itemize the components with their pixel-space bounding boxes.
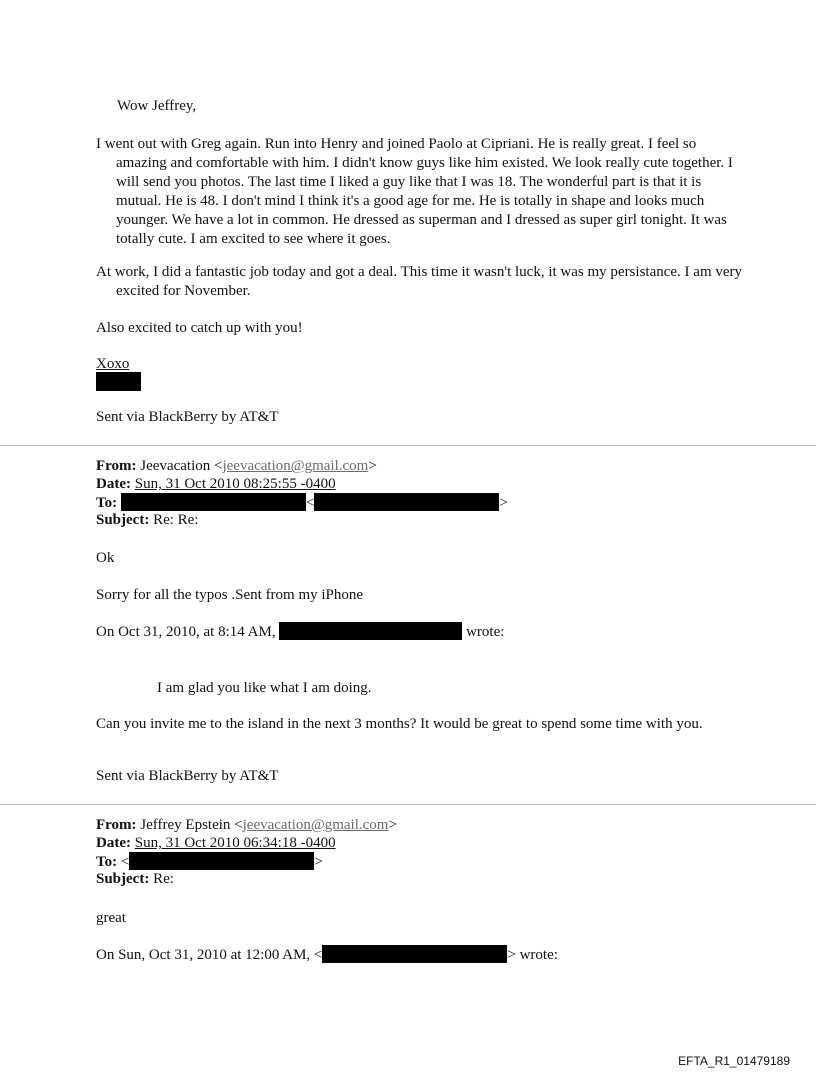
redaction-bar: [314, 493, 499, 511]
divider: [0, 804, 816, 805]
to-open: <: [305, 495, 315, 511]
subject-value: Re:: [153, 871, 174, 887]
from-email-link[interactable]: jeevacation@gmail.com: [222, 458, 369, 474]
header-date: [96, 834, 336, 853]
quote-post: > wrote:: [507, 947, 558, 963]
quote-post: wrote:: [466, 624, 505, 640]
from-label: From:: [96, 817, 137, 833]
date-label: Date:: [96, 835, 131, 851]
divider: [0, 445, 816, 446]
quote-pre: On Sun, Oct 31, 2010 at 12:00 AM, <: [96, 947, 323, 963]
subject-label: Subject:: [96, 871, 150, 887]
to-close: >: [499, 495, 508, 511]
document-id: EFTA_R1_01479189: [678, 1054, 790, 1068]
greeting: Wow Jeffrey,: [117, 98, 197, 114]
header-to: [96, 852, 323, 872]
header-from: [96, 816, 397, 835]
date-value: Sun, 31 Oct 2010 08:25:55 -0400: [134, 476, 336, 492]
quote-pre: On Oct 31, 2010, at 8:14 AM,: [96, 624, 276, 640]
from-email-link[interactable]: jeevacation@gmail.com: [242, 817, 389, 833]
quoted-line-1: I am glad you like what I am doing.: [157, 680, 372, 696]
from-name: Jeevacation <: [140, 458, 223, 474]
to-open: <: [120, 854, 130, 870]
sent-via: Sent via BlackBerry by AT&T: [96, 409, 279, 425]
redaction-bar: [121, 493, 306, 511]
signoff: Xoxo: [96, 356, 130, 372]
redaction-bar: [279, 622, 462, 640]
from-close: >: [368, 458, 377, 474]
typos-note: Sorry for all the typos .Sent from my iPhone: [96, 587, 364, 603]
header-from: [96, 457, 377, 476]
subject-value: Re: Re:: [153, 512, 199, 528]
from-close: >: [388, 817, 397, 833]
reply-body: great: [96, 910, 126, 926]
header-to: [96, 493, 508, 513]
header-subject: [96, 870, 174, 889]
from-name: Jeffrey Epstein <: [140, 817, 243, 833]
redaction-bar: [96, 372, 141, 391]
date-label: Date:: [96, 476, 131, 492]
quote-attribution: [96, 945, 558, 965]
quote-attribution: [96, 622, 504, 642]
paragraph-3: Also excited to catch up with you!: [96, 320, 303, 336]
to-close: >: [314, 854, 323, 870]
redaction-bar: [322, 945, 507, 963]
header-subject: [96, 511, 199, 530]
from-label: From:: [96, 458, 137, 474]
reply-body: Ok: [96, 550, 115, 566]
header-date: [96, 475, 336, 494]
to-label: To:: [96, 854, 118, 870]
paragraph-2: At work, I did a fantastic job today and got a deal. This time it wasn't luck, it was my persistance. I am very excited for November.: [96, 264, 743, 299]
redaction-bar: [129, 852, 314, 870]
quoted-line-2: Can you invite me to the island in the next 3 months? It would be great to spend some time with you.: [96, 716, 703, 732]
date-value: Sun, 31 Oct 2010 06:34:18 -0400: [134, 835, 336, 851]
sent-via: Sent via BlackBerry by AT&T: [96, 768, 279, 784]
to-label: To:: [96, 495, 118, 511]
paragraph-1: I went out with Greg again. Run into Henry and joined Paolo at Cipriani. He is really great. I feel so amazing and comfortable with him. I didn't know guys like him existed. We look really cute together. I will send you photos. The last time I liked a guy like that I was 18. The wonderful part is that it is mutual. He is 48. I don't mind I think it's a good age for me. He is totally in shape and looks much younger. We have a lot in common. He dressed as superman and I dressed as super girl tonight. It was totally cute. I am excited to see where it goes.: [96, 136, 733, 247]
subject-label: Subject:: [96, 512, 150, 528]
